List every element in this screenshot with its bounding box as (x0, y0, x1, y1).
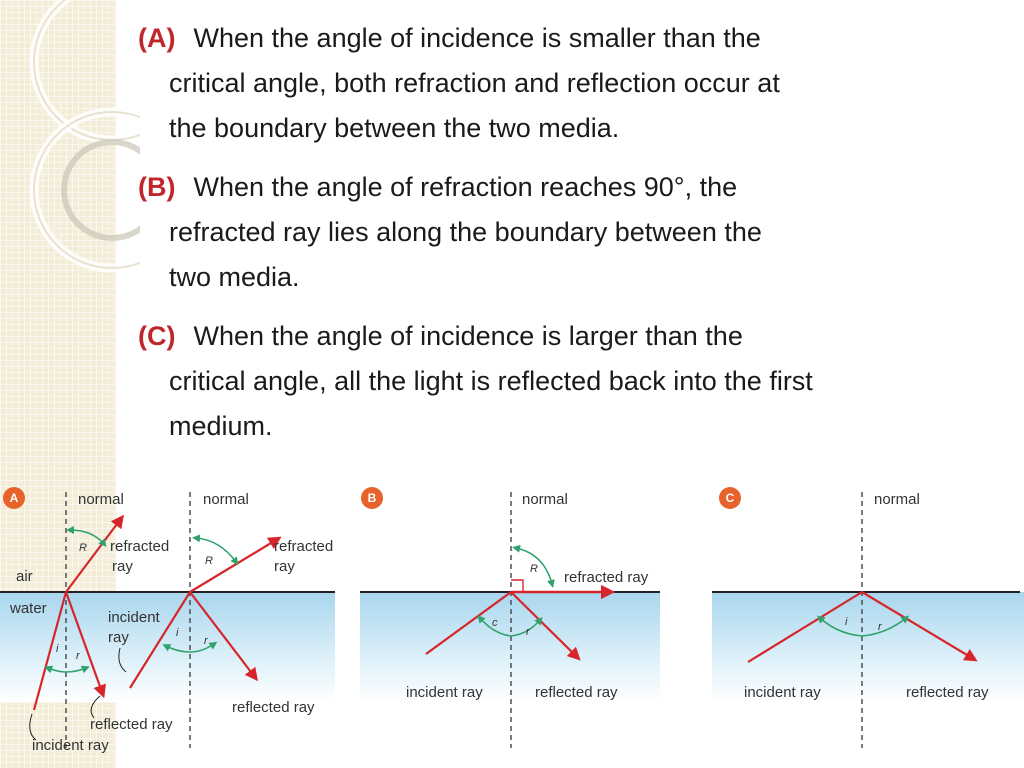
label-b: (B) (138, 172, 176, 202)
explanation-text (138, 16, 1008, 463)
item-c-line-2: critical angle, all the light is reflected back into the first (169, 366, 813, 396)
refracted-label-1b: ray (112, 558, 133, 575)
refracted-label-b: refracted ray (564, 569, 649, 586)
item-c-line-3: medium. (169, 411, 273, 441)
angle-c-b: c (492, 617, 498, 629)
label-a: (A) (138, 23, 176, 53)
item-a-line-1: When the angle of incidence is smaller than the (193, 23, 761, 53)
reflected-label-c: reflected ray (906, 684, 989, 701)
item-b (138, 165, 1008, 300)
item-c-line-1: When the angle of incidence is larger than the (193, 321, 743, 351)
incident-label-c: incident ray (744, 684, 821, 701)
refracted-ray-2 (190, 540, 276, 592)
badge-b: B (367, 491, 377, 505)
item-b-line-2: refracted ray lies along the boundary between the (169, 217, 762, 247)
panel-b (360, 487, 660, 748)
air-label: air (16, 568, 33, 585)
label-c: (C) (138, 321, 176, 351)
reflected-label-2: reflected ray (232, 699, 315, 716)
item-c (138, 314, 1008, 449)
item-a-line-2: critical angle, both refraction and reflection occur at (169, 68, 780, 98)
normal-label-b: normal (522, 491, 568, 508)
item-a-line-3: the boundary between the two media. (169, 113, 620, 143)
angle-i-1: i (56, 643, 59, 655)
angle-R-1: R (79, 542, 87, 554)
refraction-diagram (0, 478, 1024, 768)
angle-R-b: R (530, 563, 538, 575)
item-b-line-3: two media. (169, 262, 300, 292)
incident-label-a: incident (108, 609, 160, 626)
angle-arc-R-2 (196, 538, 236, 562)
panel-c (712, 487, 1024, 748)
badge-a: A (9, 491, 19, 505)
reflected-label-b: reflected ray (535, 684, 618, 701)
water-label: water (10, 600, 47, 617)
angle-r-c: r (878, 621, 882, 633)
refracted-label-2b: ray (274, 558, 295, 575)
incident-bottom-label: incident ray (32, 737, 109, 754)
angle-arc-R-1 (70, 530, 104, 544)
angle-r-b: r (526, 626, 530, 638)
refracted-label-1a: refracted (110, 538, 170, 555)
normal-label-1: normal (78, 491, 124, 508)
angle-R-2: R (205, 555, 213, 567)
item-a (138, 16, 1008, 151)
item-b-line-1: When the angle of refraction reaches 90°, the (193, 172, 738, 202)
incident-label-b: ray (108, 629, 129, 646)
right-angle-mark (511, 580, 523, 592)
refracted-label-2a: refracted (274, 538, 334, 555)
angle-i-c: i (845, 616, 848, 628)
angle-r-1: r (76, 650, 80, 662)
normal-label-2: normal (203, 491, 249, 508)
angle-r-2: r (204, 635, 208, 647)
angle-i-2: i (176, 627, 179, 639)
decorative-rings (0, 0, 140, 320)
panel-a (0, 487, 335, 754)
normal-label-c: normal (874, 491, 920, 508)
reflected-label: reflected ray (90, 716, 173, 733)
badge-c: C (725, 491, 735, 505)
incident-label-b-panel: incident ray (406, 684, 483, 701)
